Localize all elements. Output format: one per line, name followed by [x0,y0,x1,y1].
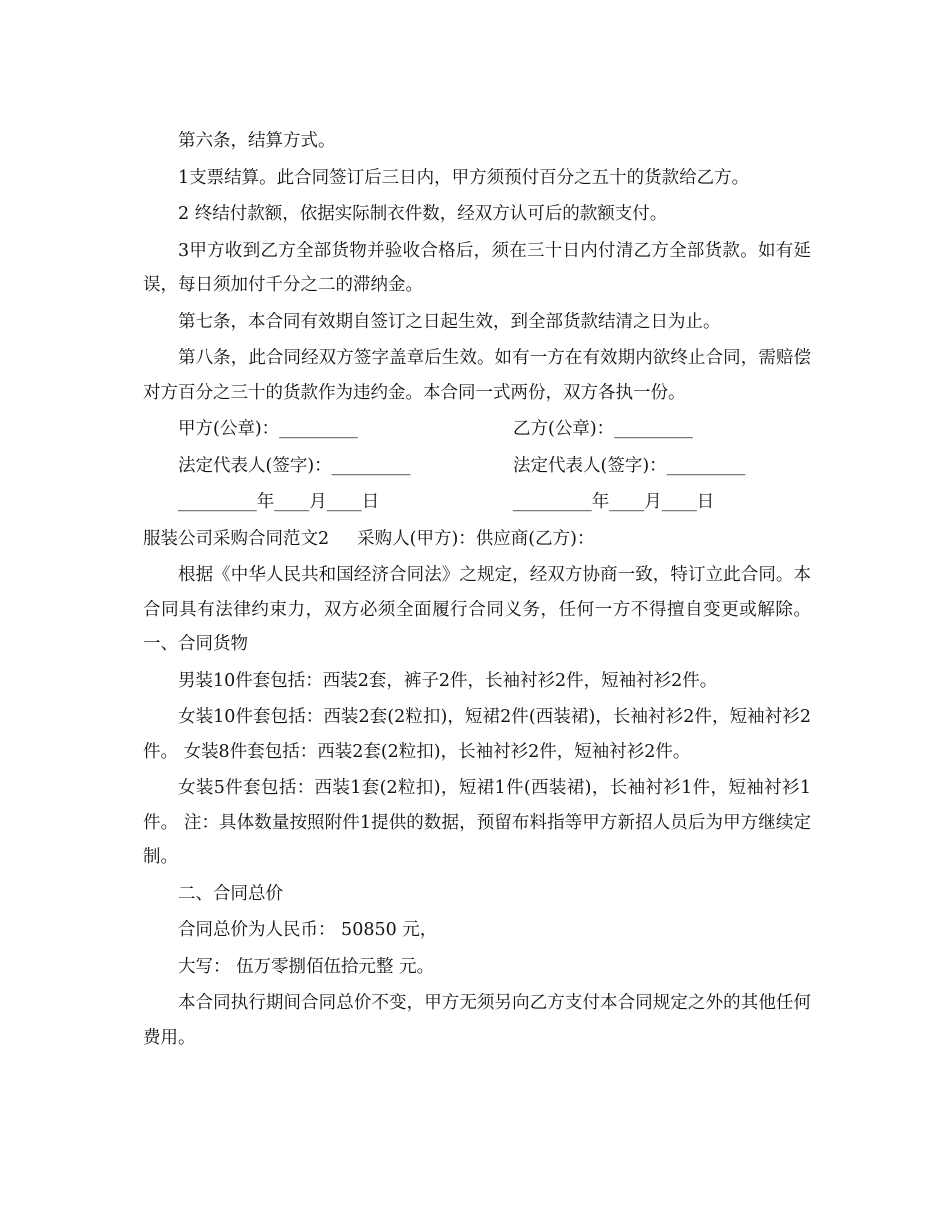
document-body [143,124,811,1057]
signature-rep-row [143,449,811,484]
supplier-label: 供应商(乙方)： [475,528,595,549]
party-a-representative: 法定代表人(签字)：_________ [178,455,411,476]
buyer-label: 采购人(甲方)： [357,528,476,549]
article-8: 第八条，此合同经双方签字盖章后生效。如有一方在有效期内欲终止合同，需赔偿对方百分之三十的货款作为违约金。本合同一式两份，双方各执一份。 [143,348,811,403]
contract-2-preamble: 根据《中华人民共和国经济合同法》之规定，经双方协商一致，特订立此合同。本合同具有法律约束力，双方必须全面履行合同义务，任何一方不得擅自变更或解除。 一、合同货物 [143,565,811,654]
goods-men-10-set: 男装10件套包括：西装2套，裤子2件，长袖衬衫2件，短袖衬衫2件。 [178,670,718,691]
price-note: 本合同执行期间合同总价不变，甲方无须另向乙方支付本合同规定之外的其他任何费用。 [143,993,811,1048]
contract-2-title: 服装公司采购合同范文2 [143,528,330,549]
article-7: 第七条，本合同有效期自签订之日起生效，到全部货款结清之日为止。 [178,311,721,332]
party-b-seal: 乙方(公章)：_________ [513,419,693,439]
section-2-title: 二、合同总价 [178,883,283,904]
signature-seal-row [143,412,811,447]
party-b-representative: 法定代表人(签字)：_________ [513,455,746,476]
goods-women-10-set: 女装10件套包括：西装2套(2粒扣)，短裙2件(西装裙)，长袖衬衫2件，短袖衬衫2件。 女装8件套包括：西装2套(2粒扣)，长袖衬衫2件，短袖衬衫2件。 [143,707,811,762]
party-a-date: _________年____月____日 [178,492,380,512]
party-a-seal: 甲方(公章)：_________ [178,419,358,439]
contract-2-heading [143,522,811,557]
article-6-title: 第六条，结算方式。 [178,131,336,151]
signature-date-row [143,485,811,520]
goods-women-5-set: 女装5件套包括：西装1套(2粒扣)，短裙1件(西装裙)，长袖衬衫1件，短袖衬衫1件。 注：具体数量按照附件1提供的数据，预留布料指等甲方新招人员后为甲方继续定制。 [143,778,811,867]
total-price: 合同总价为人民币： 50850 元， [178,920,438,940]
article-6-item-2: 2 终结付款额，依据实际制衣件数，经双方认可后的款额支付。 [178,204,668,224]
article-6-item-3: 3甲方收到乙方全部货物并验收合格后，须在三十日内付清乙方全部货款。如有延误，每日须加付千分之二的滞纳金。 [143,240,811,295]
party-b-date: _________年____月____日 [513,492,715,512]
article-6-item-1: 1支票结算。此合同签订后三日内，甲方须预付百分之五十的货款给乙方。 [178,167,750,188]
total-price-capital: 大写： 伍万零捌佰伍拾元整 元。 [178,956,435,977]
